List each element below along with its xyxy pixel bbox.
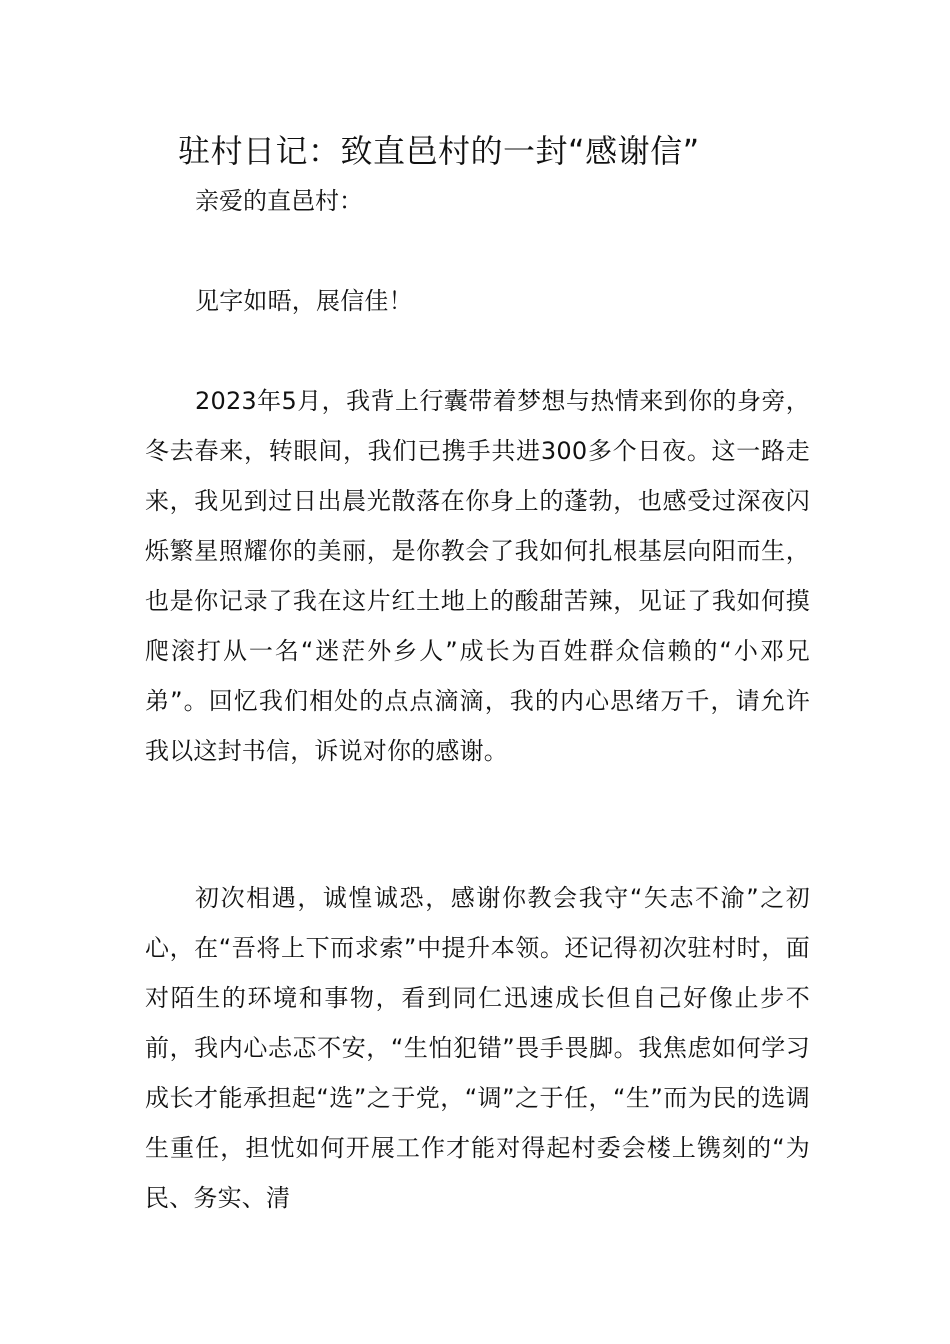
- paragraph-greeting: 见字如晤，展信佳！: [195, 287, 413, 315]
- document-title: 驻村日记：致直邑村的一封“感谢信”: [178, 132, 700, 170]
- salutation: 亲爱的直邑村：: [195, 187, 363, 215]
- paragraph-first-meeting: 初次相遇，诚惶诚恐，感谢你教会我守“矢志不渝”之初心，在“吾将上下而求索”中提升本领。还记得初次驻村时，面对陌生的环境和事物，看到同仁迅速成长但自己好像止步不前，我内心忐忑不安，“生怕犯错”畏手畏脚。我焦虑如何学习成长才能承担起“选”之于党，“调”之于任，“生”而为民的选调生重任，担忧如何开展工作才能对得起村委会楼上镌刻的“为民、务实、清: [145, 884, 810, 1212]
- paragraph-introduction: 2023年5月，我背上行囊带着梦想与热情来到你的身旁，冬去春来，转眼间，我们已携手共进300多个日夜。这一路走来，我见到过日出晨光散落在你身上的蓬勃，也感受过深夜闪烁繁星照耀你的美丽，是你教会了我如何扎根基层向阳而生，也是你记录了我在这片红土地上的酸甜苦辣，见证了我如何摸爬滚打从一名“迷茫外乡人”成长为百姓群众信赖的“小邓兄弟”。回忆我们相处的点点滴滴，我的内心思绪万千，请允许我以这封书信，诉说对你的感谢。: [145, 387, 810, 765]
